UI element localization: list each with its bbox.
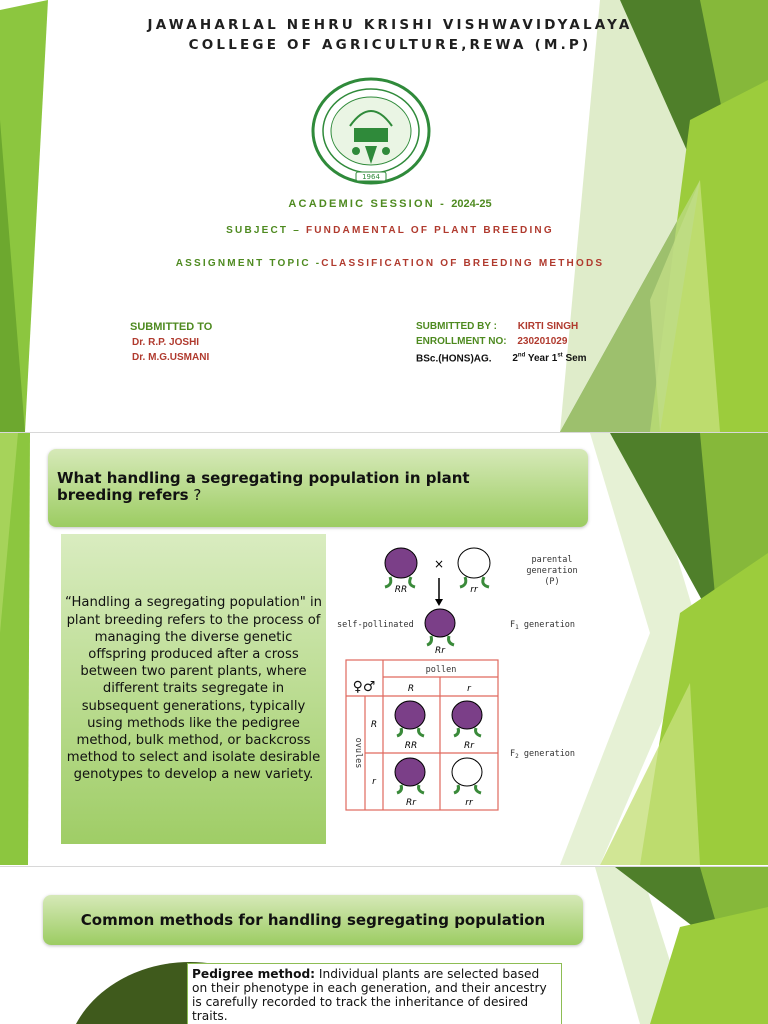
methods-heading-banner [43, 895, 583, 945]
segregating-population-slide [0, 433, 768, 865]
svg-text:generation: generation [526, 566, 578, 576]
f2-flower-rr [452, 758, 482, 793]
academic-session: ACADEMIC SESSION - 2024-25 [288, 198, 492, 210]
f2-flower-Rr-bottom [395, 758, 425, 793]
section-heading-banner [48, 449, 588, 527]
purple-flower-parent [385, 548, 417, 587]
submitted-to-label: SUBMITTED TO [130, 321, 213, 333]
university-name: JAWAHARLAL NEHRU KRISHI VISHWAVIDYALAYA [147, 17, 633, 33]
university-seal-logo [310, 76, 432, 186]
definition-text: “Handling a segregating population" in plant breeding refers to the process of managing the diverse genetic offspring produced after a cross between two parent plants, where different traits segregate in subsequent generations, typically using methods like the pedigree method, bulk method, or backcross method to select and isolate desirable genotypes to develop a new variety. [65, 595, 322, 783]
white-flower-parent [458, 548, 490, 587]
svg-text:rr: rr [465, 798, 473, 808]
section-heading: What handling a segregating population in plant breeding refers ? [57, 469, 470, 504]
methods-slide [0, 867, 768, 1024]
subject-line: SUBJECT – FUNDAMENTAL OF PLANT BREEDING [226, 225, 554, 236]
f1-flower [425, 609, 455, 645]
submitted-by-row: SUBMITTED BY : KIRTI SINGH [416, 321, 579, 332]
svg-text:1964: 1964 [362, 173, 380, 181]
svg-text:F2 generation: $F_2$ generation [510, 749, 576, 760]
submitted-to-name-2: Dr. M.G.USMANI [132, 352, 210, 363]
svg-text:r: r [467, 684, 471, 694]
svg-text:r: r [372, 777, 376, 787]
mendelian-cross-diagram [335, 543, 585, 818]
svg-text:self-pollinated: self-pollinated [337, 620, 414, 630]
green-decoration [0, 0, 768, 432]
svg-text:(P): (P) [544, 577, 560, 587]
methods-heading: Common methods for handling segregating population [80, 911, 546, 929]
f2-flower-RR [395, 701, 425, 736]
definition-textbox [61, 534, 326, 844]
svg-text:F1 generation: $F_1$ generation [510, 620, 576, 631]
svg-text:R: R [370, 720, 378, 730]
pedigree-method-text: Pedigree method: Individual plants are selected based on their phenotype in each generation, and their ancestry is carefully recorded to track the inheritance of desired traits. [192, 967, 547, 1023]
enrollment-row: ENROLLMENT NO: 230201029 [416, 336, 568, 347]
svg-text:ovules: ovules [353, 737, 363, 769]
submitted-by-block [416, 319, 587, 366]
course-row: BSc.(HONS)AG. 2nd Year 1st Sem [416, 353, 587, 365]
pedigree-method-box [187, 963, 562, 1024]
svg-text:RR: RR [394, 585, 408, 595]
svg-text:RR: RR [404, 741, 418, 751]
title-slide [0, 0, 768, 432]
svg-text:R: R [407, 684, 415, 694]
f2-flower-Rr-top [452, 701, 482, 736]
svg-text:parental: parental [531, 555, 573, 565]
svg-text:Rr: Rr [406, 798, 416, 808]
assignment-topic: ASSIGNMENT TOPIC -CLASSIFICATION OF BREEDING METHODS [175, 258, 605, 269]
svg-text:rr: rr [470, 585, 478, 595]
svg-text:pollen: pollen [425, 665, 457, 675]
svg-text:Rr: Rr [435, 646, 445, 656]
submitted-to-block [130, 320, 212, 365]
svg-text:♀♂: ♀♂ [352, 679, 376, 695]
college-name: COLLEGE OF AGRICULTURE,REWA (M.P) [188, 37, 592, 53]
svg-text:Rr: Rr [464, 741, 474, 751]
svg-text:×: × [433, 557, 445, 571]
submitted-to-name-1: Dr. R.P. JOSHI [132, 337, 200, 348]
